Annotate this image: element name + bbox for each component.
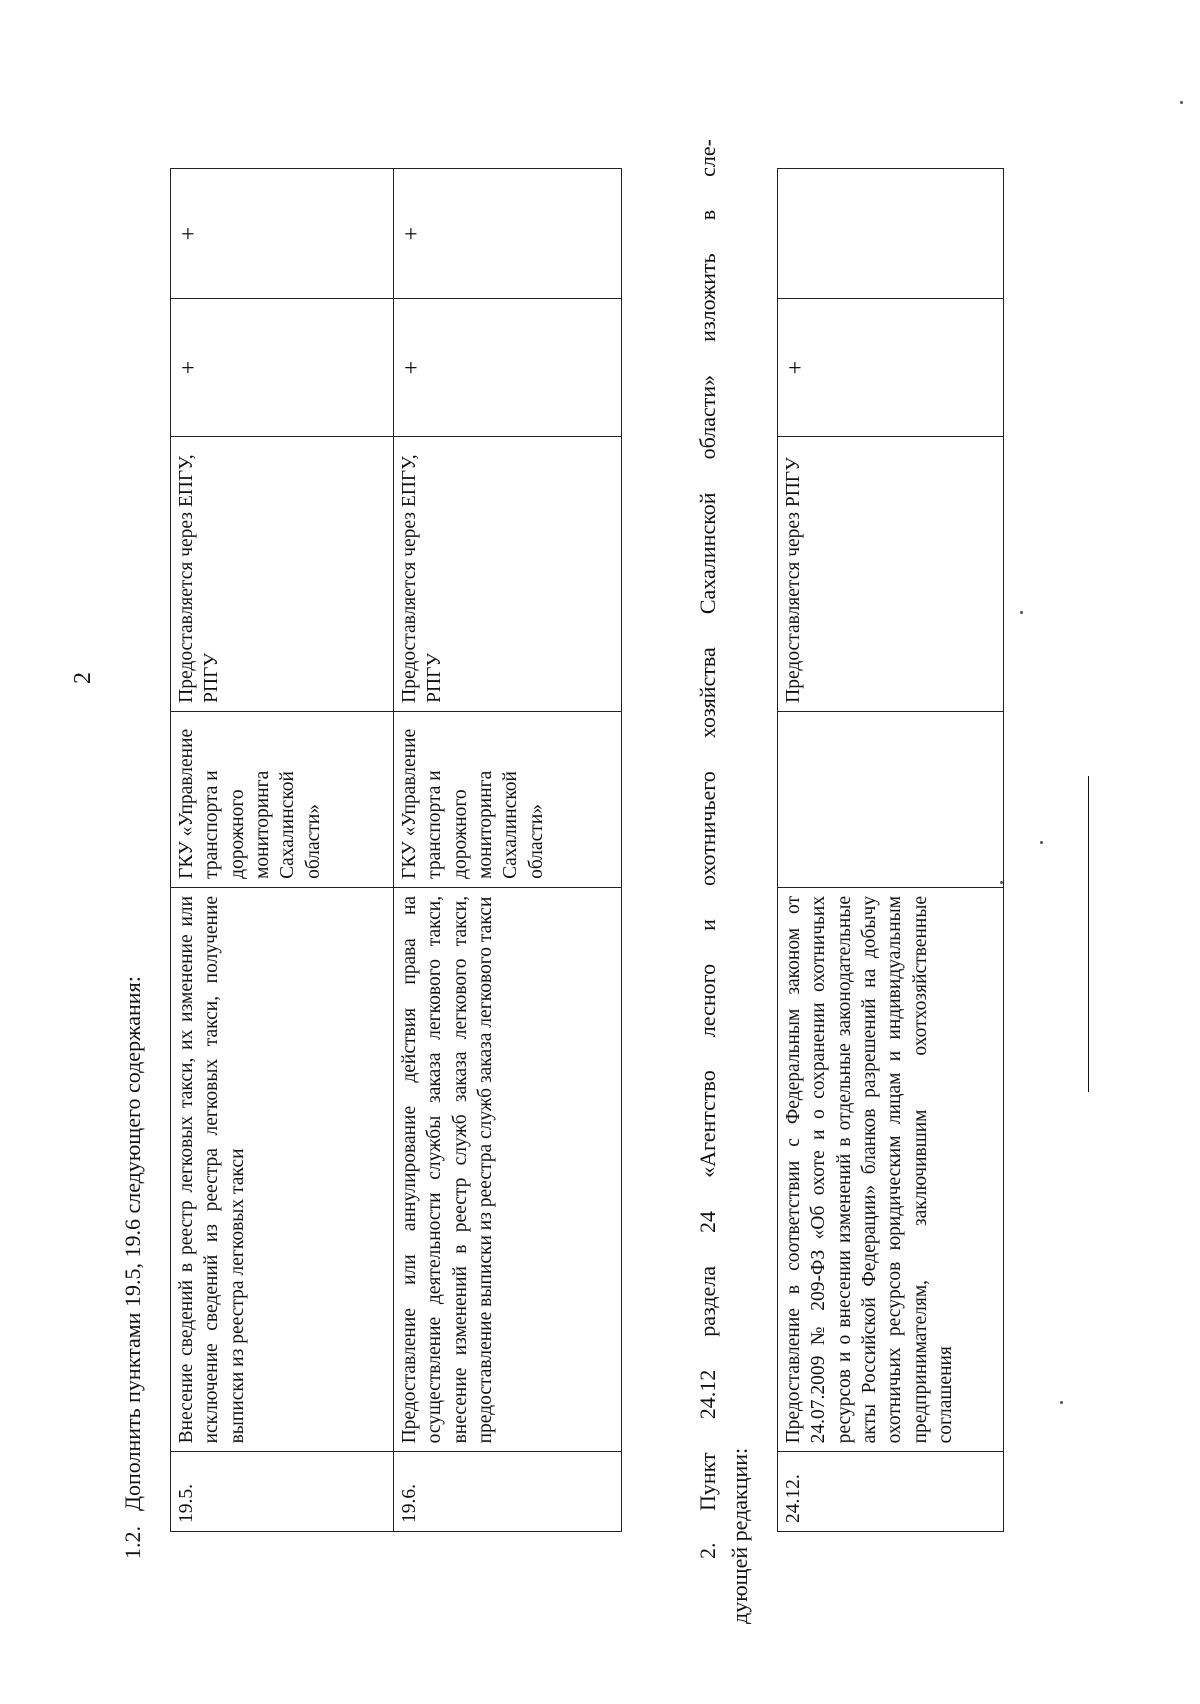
scan-speck — [1000, 881, 1003, 884]
mark-cell-b: + — [394, 169, 622, 299]
paragraph-2-line-2: дующей редакции: — [726, 1447, 752, 1624]
intro-item-number: 1.2. — [120, 1526, 145, 1559]
paragraph-2-number: 2. — [695, 1542, 720, 1559]
row-number-cell: 19.5. — [171, 1452, 394, 1532]
service-name-cell: Предоставление или аннулирование действия права на осуществление деятельности службы заказа легкового такси, внесение изменений в реестр служб заказа легкового такси, предоставление выписки из реестра служб заказа легкового такси — [394, 887, 622, 1451]
closing-line — [1088, 776, 1089, 1092]
service-name-cell: Предоставление в соответствии с Федеральным законом от 24.07.2009 № 209-ФЗ «Об охоте и о сохранении охотничьих ресурсов и о внесении изменений в отдельные законодательные акты Российской Федерации» бланков разрешений на добычу охотничьих ресурсов юридическим лицам и индивидуальным предпринимателям, заключившим охотхозяйственные соглашения — [778, 887, 1004, 1451]
mark-cell-a: + — [778, 299, 1004, 437]
amendment-paragraph-2 — [692, 139, 756, 1624]
table-row — [171, 169, 394, 1532]
page-number: 2 — [70, 672, 96, 684]
mark-cell-a: + — [394, 299, 622, 437]
table-row — [394, 169, 622, 1532]
table-row — [778, 169, 1004, 1532]
mark-cell-b: + — [171, 169, 394, 299]
row-number-cell: 19.6. — [394, 1452, 622, 1532]
paragraph-2-line-1 — [692, 139, 724, 1559]
row-number-cell: 24.12. — [778, 1452, 1004, 1532]
paragraph-2-text: Пункт 24.12 раздела 24 «Агентство лесного и охотничьего хозяйства Сахалинской области» изложить в сле- — [695, 139, 720, 1511]
scan-speck — [1020, 611, 1023, 614]
provision-mode-cell: Предоставляется через РПГУ — [778, 436, 1004, 711]
provision-mode-cell: Предоставляется через ЕПГУ, РПГУ — [394, 436, 622, 711]
provision-mode-cell: Предоставляется через ЕПГУ, РПГУ — [171, 436, 394, 711]
services-table-2 — [777, 168, 1004, 1532]
mark-cell-b — [778, 169, 1004, 299]
service-name-cell: Внесение сведений в реестр легковых такси, их изменение или исключение сведений из реестра легковых такси, получение выписки из реестра легковых такси — [171, 887, 394, 1451]
scan-speck — [1180, 101, 1183, 104]
organization-cell: ГКУ «Управление транспорта и дорожного мониторинга Сахалинской области» — [171, 711, 394, 887]
intro-text: Дополнить пунктами 19.5, 19.6 следующего содержания: — [120, 976, 145, 1511]
organization-cell: ГКУ «Управление транспорта и дорожного мониторинга Сахалинской области» — [394, 711, 622, 887]
organization-cell — [778, 711, 1004, 887]
amendment-intro — [120, 976, 146, 1559]
mark-cell-a: + — [171, 299, 394, 437]
scan-speck — [1040, 841, 1043, 844]
services-table-1 — [170, 168, 622, 1532]
scan-speck — [1060, 1401, 1063, 1404]
